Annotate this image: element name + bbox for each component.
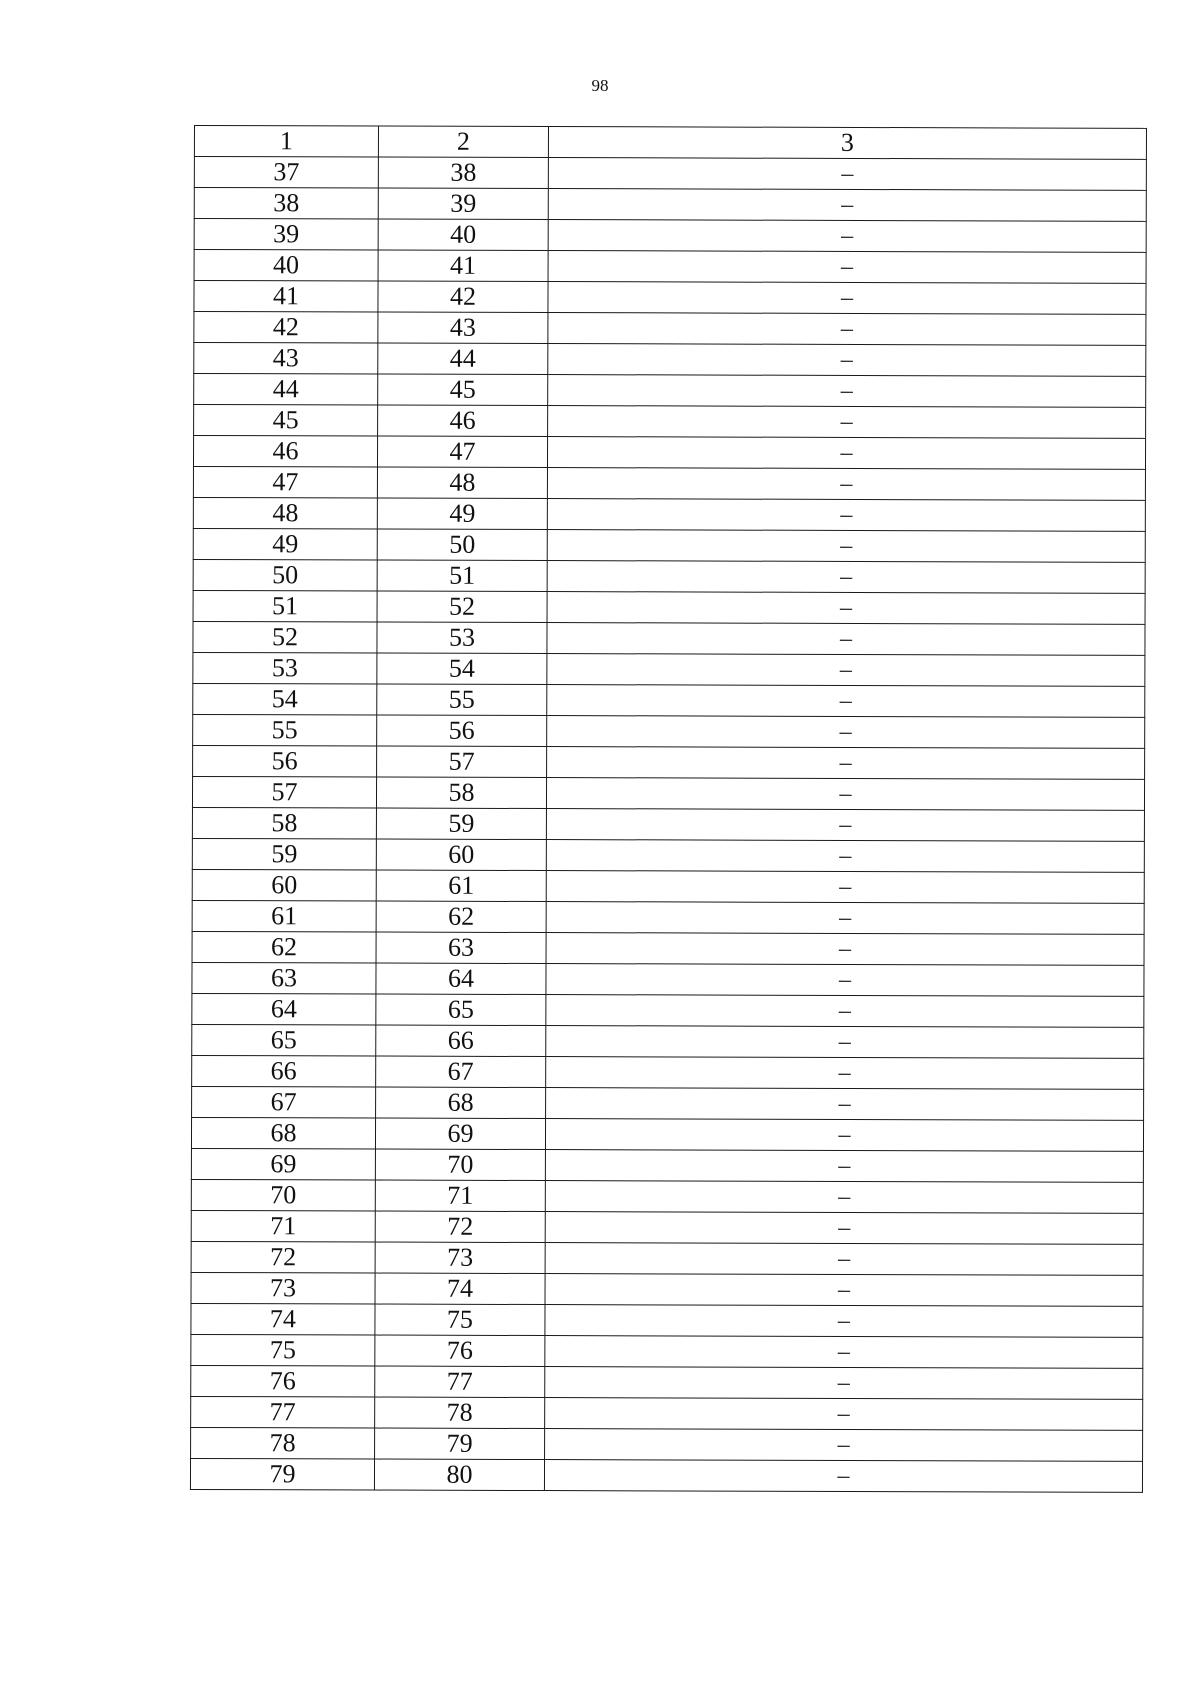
table-cell-col-3: –: [546, 871, 1144, 904]
table-cell-col-3: –: [545, 1336, 1143, 1369]
table-row: [193, 590, 1145, 624]
table-cell-col-2: 53: [377, 622, 547, 654]
table-cell-col-3: –: [546, 778, 1144, 811]
table-cell-col-1: 78: [191, 1427, 375, 1459]
table-cell-col-2: 63: [376, 932, 546, 964]
table-cell-col-1: 63: [192, 962, 376, 994]
table-body: [190, 157, 1146, 1493]
table-row: [192, 1055, 1144, 1089]
table-cell-col-1: 72: [191, 1241, 375, 1273]
table-cell-col-2: 51: [377, 560, 547, 592]
table-cell-col-2: 52: [377, 591, 547, 623]
table-cell-col-3: –: [548, 251, 1146, 284]
table-cell-col-2: 40: [378, 219, 548, 251]
table-cell-col-3: –: [547, 437, 1145, 470]
table-cell-col-2: 60: [376, 839, 546, 871]
table-row: [190, 1458, 1142, 1492]
table-row: [193, 559, 1145, 593]
table-row: [194, 374, 1146, 408]
table-cell-col-2: 49: [377, 498, 547, 530]
table-cell-col-3: –: [548, 406, 1146, 439]
table-cell-col-1: 44: [194, 374, 378, 406]
table-cell-col-3: –: [546, 995, 1144, 1028]
table-row: [194, 405, 1146, 439]
table-row: [192, 900, 1144, 934]
table-cell-col-2: 50: [377, 529, 547, 561]
table-cell-col-1: 39: [194, 219, 378, 251]
table-cell-col-1: 54: [193, 683, 377, 715]
table-cell-col-1: 41: [194, 281, 378, 313]
table-row: [193, 714, 1145, 748]
table-cell-col-2: 39: [378, 188, 548, 220]
table-row: [191, 1148, 1143, 1182]
table-row: [192, 838, 1144, 872]
table-cell-col-1: 52: [193, 621, 377, 653]
table-cell-col-1: 58: [192, 807, 376, 839]
table-cell-col-1: 42: [194, 312, 378, 344]
table-cell-col-2: 69: [375, 1118, 545, 1150]
table-cell-col-3: –: [546, 1088, 1144, 1121]
table-row: [191, 1210, 1143, 1244]
table-cell-col-3: –: [546, 964, 1144, 997]
table-row: [191, 1272, 1143, 1306]
table-cell-col-2: 48: [377, 467, 547, 499]
table-cell-col-1: 75: [191, 1334, 375, 1366]
table-cell-col-2: 65: [376, 994, 546, 1026]
table-row: [193, 683, 1145, 717]
table-row: [193, 528, 1145, 562]
table-cell-col-2: 47: [377, 436, 547, 468]
table-cell-col-2: 46: [378, 405, 548, 437]
table-cell-col-2: 61: [376, 870, 546, 902]
table-cell-col-1: 46: [193, 436, 377, 468]
table-cell-col-2: 59: [376, 808, 546, 840]
table-cell-col-3: –: [545, 1367, 1143, 1400]
table-cell-col-3: –: [548, 375, 1146, 408]
table-cell-col-2: 72: [375, 1211, 545, 1243]
table-cell-col-1: 65: [192, 1024, 376, 1056]
table-row: [193, 745, 1145, 779]
table-cell-col-1: 55: [193, 714, 377, 746]
table-cell-col-2: 68: [376, 1087, 546, 1119]
table-row: [192, 776, 1144, 810]
column-header-1: 1: [194, 126, 378, 158]
table-cell-col-2: 77: [375, 1366, 545, 1398]
table-cell-col-3: –: [548, 313, 1146, 346]
table-cell-col-2: 44: [378, 343, 548, 375]
table-row: [191, 1303, 1143, 1337]
table-cell-col-1: 50: [193, 559, 377, 591]
table-cell-col-3: –: [545, 1181, 1143, 1214]
table-row: [193, 652, 1145, 686]
table-cell-col-1: 48: [193, 497, 377, 529]
table-cell-col-3: –: [545, 1398, 1143, 1431]
table-row: [194, 219, 1146, 253]
table-cell-col-1: 57: [192, 776, 376, 808]
table-cell-col-3: –: [546, 1057, 1144, 1090]
table-cell-col-2: 56: [377, 715, 547, 747]
table-cell-col-3: –: [547, 530, 1145, 563]
page-number: 98: [591, 76, 609, 95]
table-row: [193, 466, 1145, 500]
table-cell-col-1: 38: [194, 188, 378, 220]
table-cell-col-2: 41: [378, 250, 548, 282]
table-cell-col-1: 76: [191, 1365, 375, 1397]
table-cell-col-1: 74: [191, 1303, 375, 1335]
table-cell-col-3: –: [547, 499, 1145, 532]
table-cell-col-2: 66: [376, 1025, 546, 1057]
table-cell-col-1: 60: [192, 869, 376, 901]
table-cell-col-3: –: [545, 1429, 1143, 1462]
table-header: [194, 126, 1146, 160]
table-cell-col-1: 40: [194, 250, 378, 282]
table-row: [191, 1179, 1143, 1213]
table-row: [191, 1117, 1143, 1151]
table-cell-col-2: 78: [375, 1397, 545, 1429]
table-cell-col-2: 42: [378, 281, 548, 313]
table-row: [194, 343, 1146, 377]
table-cell-col-2: 43: [378, 312, 548, 344]
table-cell-col-3: –: [545, 1243, 1143, 1276]
table-row: [192, 962, 1144, 996]
table-cell-col-2: 73: [375, 1242, 545, 1274]
table-cell-col-1: 64: [192, 993, 376, 1025]
table-cell-col-3: –: [548, 158, 1146, 191]
table-row: [194, 157, 1146, 191]
table-cell-col-3: –: [547, 592, 1145, 625]
table-cell-col-3: –: [545, 1274, 1143, 1307]
table-cell-col-3: –: [548, 282, 1146, 315]
table-cell-col-3: –: [546, 840, 1144, 873]
table-cell-col-3: –: [548, 220, 1146, 253]
table-row: [191, 1334, 1143, 1368]
table-cell-col-1: 45: [194, 405, 378, 437]
table-cell-col-2: 74: [375, 1273, 545, 1305]
table-cell-col-3: –: [544, 1460, 1142, 1493]
table-row: [191, 1241, 1143, 1275]
table-row: [193, 497, 1145, 531]
table-row: [193, 436, 1145, 470]
table-row: [193, 621, 1145, 655]
table-cell-col-1: 59: [192, 838, 376, 870]
table-row: [194, 281, 1146, 315]
table-cell-col-2: 55: [377, 684, 547, 716]
table-cell-col-2: 57: [377, 746, 547, 778]
table-cell-col-2: 62: [376, 901, 546, 933]
table-cell-col-2: 71: [375, 1180, 545, 1212]
table-cell-col-3: –: [546, 809, 1144, 842]
table-cell-col-1: 70: [191, 1179, 375, 1211]
table-cell-col-2: 70: [375, 1149, 545, 1181]
table-cell-col-3: –: [547, 623, 1145, 656]
table-cell-col-2: 58: [376, 777, 546, 809]
table-cell-col-1: 73: [191, 1272, 375, 1304]
table-cell-col-2: 64: [376, 963, 546, 995]
table-cell-col-1: 53: [193, 652, 377, 684]
table-cell-col-2: 45: [378, 374, 548, 406]
table-cell-col-2: 76: [375, 1335, 545, 1367]
table-cell-col-3: –: [546, 933, 1144, 966]
table-cell-col-1: 49: [193, 528, 377, 560]
column-header-3: 3: [548, 127, 1146, 160]
table-cell-col-2: 54: [377, 653, 547, 685]
table-cell-col-1: 77: [191, 1396, 375, 1428]
table-cell-col-2: 67: [376, 1056, 546, 1088]
table-cell-col-3: –: [547, 747, 1145, 780]
table-row: [194, 250, 1146, 284]
table-row: [192, 1086, 1144, 1120]
table-row: [192, 807, 1144, 841]
table-cell-col-2: 80: [374, 1459, 544, 1491]
table-row: [192, 993, 1144, 1027]
table-cell-col-3: –: [547, 685, 1145, 718]
column-header-2: 2: [378, 126, 548, 158]
table-row: [192, 1024, 1144, 1058]
table-cell-col-1: 56: [193, 745, 377, 777]
table-row: [192, 931, 1144, 965]
table-cell-col-2: 75: [375, 1304, 545, 1336]
table-row: [191, 1396, 1143, 1430]
table-cell-col-3: –: [547, 716, 1145, 749]
table-cell-col-1: 37: [194, 157, 378, 189]
table-cell-col-1: 51: [193, 590, 377, 622]
table-cell-col-1: 47: [193, 466, 377, 498]
table-cell-col-3: –: [546, 902, 1144, 935]
table-cell-col-3: –: [547, 654, 1145, 687]
table-cell-col-3: –: [547, 468, 1145, 501]
table-cell-col-3: –: [545, 1119, 1143, 1152]
header-row: [194, 126, 1146, 160]
data-table: [190, 125, 1147, 1493]
table-cell-col-3: –: [545, 1150, 1143, 1183]
table-row: [191, 1365, 1143, 1399]
table-cell-col-1: 43: [194, 343, 378, 375]
table-cell-col-1: 61: [192, 900, 376, 932]
table-cell-col-1: 62: [192, 931, 376, 963]
table-row: [191, 1427, 1143, 1461]
table-row: [192, 869, 1144, 903]
table-cell-col-1: 71: [191, 1210, 375, 1242]
table-cell-col-1: 67: [192, 1086, 376, 1118]
table-row: [194, 188, 1146, 222]
table-cell-col-3: –: [548, 344, 1146, 377]
table-cell-col-3: –: [545, 1212, 1143, 1245]
table-cell-col-1: 68: [191, 1117, 375, 1149]
table-cell-col-1: 79: [190, 1458, 374, 1490]
table-cell-col-3: –: [548, 189, 1146, 222]
table-cell-col-3: –: [545, 1305, 1143, 1338]
table-cell-col-2: 38: [378, 157, 548, 189]
table-row: [194, 312, 1146, 346]
table-cell-col-3: –: [547, 561, 1145, 594]
table-cell-col-1: 69: [191, 1148, 375, 1180]
table-cell-col-2: 79: [375, 1428, 545, 1460]
table-cell-col-1: 66: [192, 1055, 376, 1087]
table-cell-col-3: –: [546, 1026, 1144, 1059]
